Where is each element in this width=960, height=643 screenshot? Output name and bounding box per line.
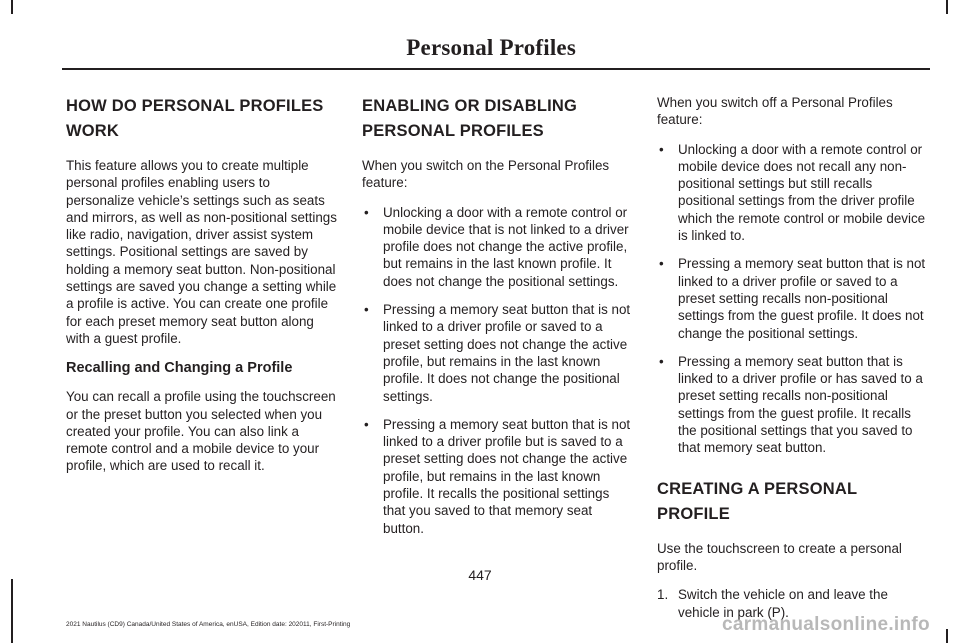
page-number: 447 [468, 567, 492, 583]
column-2 [362, 94, 634, 548]
bullet-icon: • [364, 204, 369, 220]
list-item [362, 301, 634, 405]
list-item-text: Unlocking a door with a remote control or mobile device does not recall any non-positional settings but still recalls positional settings from the driver profile which the remote control or mobile device is linked to. [678, 141, 926, 244]
section-heading-how-profiles-work: HOW DO PERSONAL PROFILES WORK [66, 97, 324, 140]
page-title: Personal Profiles [406, 35, 576, 60]
list-item-text: Pressing a memory seat button that is not linked to a driver profile or saved to a preset setting does not change the active profile, but remains in the last known profile. It does not change the positional settings. [383, 302, 631, 404]
list-item [657, 353, 929, 457]
list-item [657, 141, 929, 245]
section-heading-enabling-disabling: ENABLING OR DISABLING PERSONAL PROFILES [362, 97, 578, 140]
section-intro: When you switch off a Personal Profiles feature: [657, 95, 893, 128]
list-item-text: Unlocking a door with a remote control or mobile device that is not linked to a driver profile does not change the active profile, but remains in the last known profile. It does not change the positional settings. [383, 204, 629, 289]
crop-mark-top-left [11, 0, 13, 14]
list-item [362, 416, 634, 537]
section-intro: When you switch on the Personal Profiles feature: [362, 158, 610, 191]
watermark: carmanualsonline.info [722, 614, 930, 635]
section-intro: This feature allows you to create multiple personal profiles enabling users to personalize vehicle’s settings such as seats and mirrors, as well as non-positional settings like radio, navigation, driver assist system settings. Positional settings are saved by holding a memory seat button. Non-positional settings are saved you change a setting while a profile is active. You can create one profile for each preset memory seat button along with a guest profile. [66, 158, 337, 346]
bullet-icon: • [659, 256, 664, 272]
section-intro: Use the touchscreen to create a personal profile. [657, 540, 902, 573]
crop-mark-bottom-right [946, 629, 948, 643]
bullet-icon: • [364, 416, 369, 432]
step-text: Switch the vehicle on and leave the vehicle in park (P). [678, 587, 888, 620]
bullet-icon: • [659, 353, 664, 369]
subheading-recalling-profile: Recalling and Changing a Profile [66, 360, 293, 377]
list-item [362, 204, 634, 290]
crop-mark-top-right [946, 0, 948, 14]
crop-mark-bottom-left [11, 579, 13, 643]
section-heading-creating-profile: CREATING A PERSONAL PROFILE [657, 479, 857, 523]
column-3 [657, 94, 929, 632]
list-item [657, 255, 929, 341]
subsection-body: You can recall a profile using the touchscreen or the preset button you selected when you created your profile. You can also link a remote control and a mobile device to your profile, which are used to recall it. [66, 389, 336, 474]
header-rule [62, 68, 930, 70]
footer-edition-info: 2021 Nautilus (CD9) Canada/United States of America, enUSA, Edition date: 202011, First-Printing [66, 621, 351, 628]
list-item-text: Pressing a memory seat button that is not linked to a driver profile or saved to a preset setting recalls non-positional settings from the guest profile. It does not change the positional settings. [678, 256, 926, 341]
column-1 [66, 94, 338, 487]
bullet-list [362, 204, 634, 537]
bullet-icon: • [364, 302, 369, 318]
list-item-text: Pressing a memory seat button that is linked to a driver profile or has saved to a preset setting recalls non-positional settings from the guest profile. It recalls the positional settings that you saved to that memory seat button. [678, 353, 923, 456]
list-item-text: Pressing a memory seat button that is not linked to a driver profile but is saved to a preset setting does not change the active profile, but remains in the last known profile. It recalls the positional settings that you saved to that memory seat button. [383, 416, 631, 536]
step-number: 1. [657, 587, 669, 603]
bullet-icon: • [659, 141, 664, 157]
bullet-list [657, 141, 929, 457]
